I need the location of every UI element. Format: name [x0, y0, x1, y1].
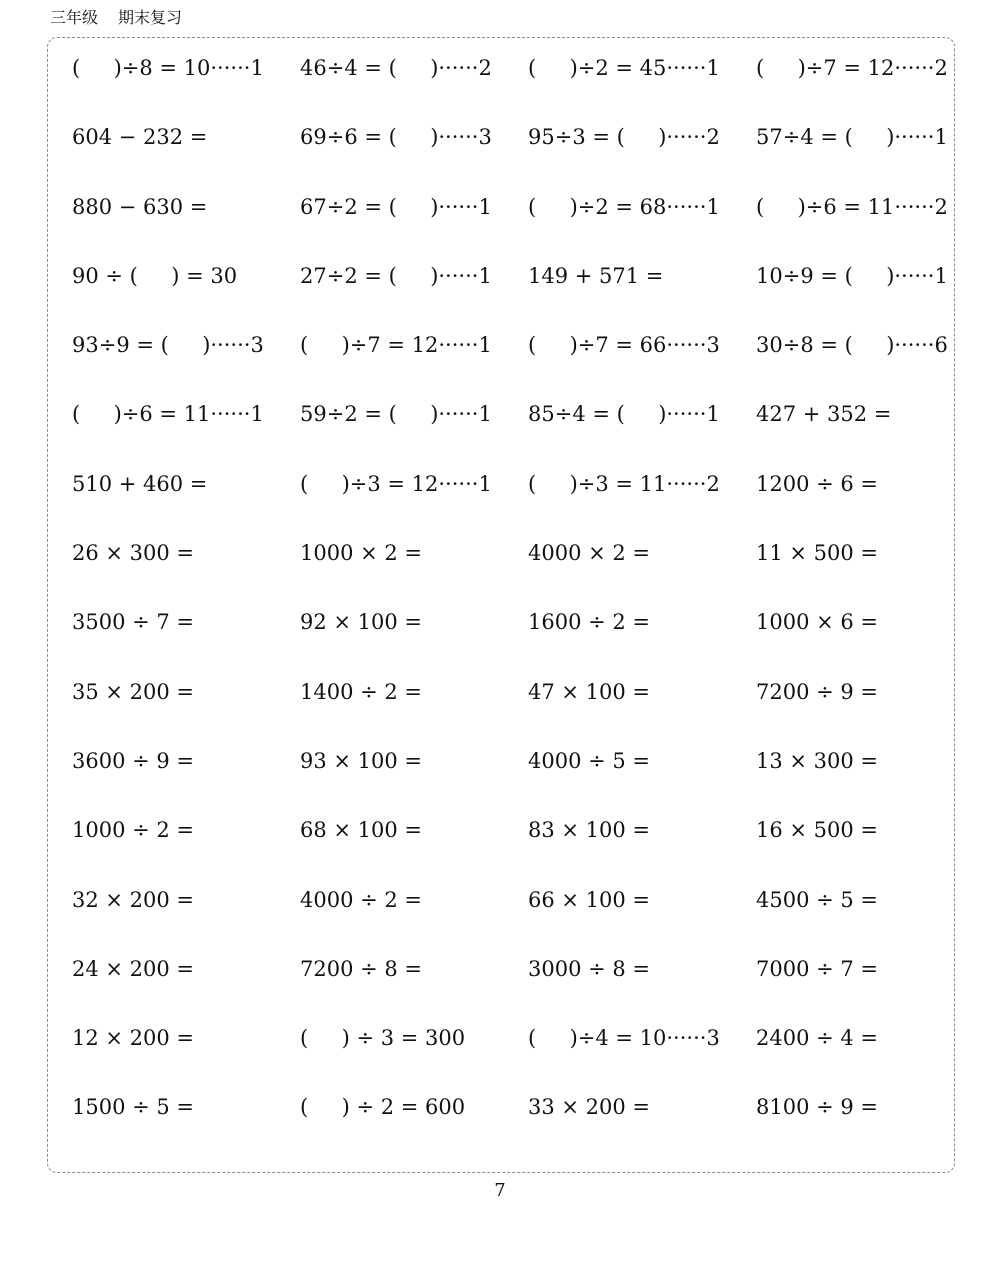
math-problem: 1500 ÷ 5 = [72, 1095, 195, 1120]
math-problem: 68 × 100 = [300, 818, 423, 843]
math-problem: 35 × 200 = [72, 679, 195, 704]
math-problem: 10÷9 = ( )······1 [756, 263, 948, 288]
math-problem: ( )÷3 = 12······1 [300, 471, 492, 496]
math-problem: 32 × 200 = [72, 887, 195, 912]
math-problem: 2400 ÷ 4 = [756, 1026, 879, 1051]
math-problem: ( )÷6 = 11······2 [756, 194, 948, 219]
math-problem: 1000 ÷ 2 = [72, 818, 195, 843]
math-problem: 604 − 232 = [72, 125, 208, 150]
math-problem: 510 + 460 = [72, 471, 208, 496]
math-problem: ( )÷4 = 10······3 [528, 1026, 720, 1051]
math-problem: 93÷9 = ( )······3 [72, 333, 264, 358]
math-problem: 3500 ÷ 7 = [72, 610, 195, 635]
worksheet-title: 期末复习 [118, 8, 183, 27]
math-problem: 93 × 100 = [300, 748, 423, 773]
math-problem: ( )÷7 = 12······1 [300, 333, 492, 358]
math-problem: 83 × 100 = [528, 818, 651, 843]
math-problem: 7200 ÷ 8 = [300, 956, 423, 981]
math-problem: 8100 ÷ 9 = [756, 1095, 879, 1120]
math-problem: ( )÷6 = 11······1 [72, 402, 264, 427]
math-problem: 3600 ÷ 9 = [72, 748, 195, 773]
math-problem: ( ) ÷ 2 = 600 [300, 1095, 466, 1120]
math-problem: 880 − 630 = [72, 194, 208, 219]
math-problem: ( )÷7 = 66······3 [528, 333, 720, 358]
math-problem: 47 × 100 = [528, 679, 651, 704]
math-problem: 4000 ÷ 5 = [528, 748, 651, 773]
math-problem: 69÷6 = ( )······3 [300, 125, 492, 150]
math-problem: 90 ÷ ( ) = 30 [72, 263, 238, 288]
math-problem: 3000 ÷ 8 = [528, 956, 651, 981]
math-problem: 1200 ÷ 6 = [756, 471, 879, 496]
page-header [50, 5, 182, 28]
grade-label: 三年级 [50, 8, 99, 27]
math-problem: 1600 ÷ 2 = [528, 610, 651, 635]
problem-grid [72, 51, 992, 1160]
math-problem: ( )÷2 = 68······1 [528, 194, 720, 219]
math-problem: 85÷4 = ( )······1 [528, 402, 720, 427]
math-problem: 149 + 571 = [528, 263, 664, 288]
math-problem: 66 × 100 = [528, 887, 651, 912]
math-problem: 1000 × 6 = [756, 610, 879, 635]
math-problem: 13 × 300 = [756, 748, 879, 773]
math-problem: 95÷3 = ( )······2 [528, 125, 720, 150]
math-problem: 26 × 300 = [72, 541, 195, 566]
math-problem: 57÷4 = ( )······1 [756, 125, 948, 150]
math-problem: 7000 ÷ 7 = [756, 956, 879, 981]
math-problem: ( )÷7 = 12······2 [756, 56, 948, 80]
math-problem: 46÷4 = ( )······2 [300, 56, 492, 80]
math-problem: 4000 × 2 = [528, 541, 651, 566]
math-problem: 24 × 200 = [72, 956, 195, 981]
math-problem: ( )÷2 = 45······1 [528, 56, 720, 80]
math-problem: 4000 ÷ 2 = [300, 887, 423, 912]
math-problem: 92 × 100 = [300, 610, 423, 635]
math-problem: 33 × 200 = [528, 1095, 651, 1120]
math-problem: 16 × 500 = [756, 818, 879, 843]
math-problem: 67÷2 = ( )······1 [300, 194, 492, 219]
math-problem: ( )÷3 = 11······2 [528, 471, 720, 496]
math-problem: 12 × 200 = [72, 1026, 195, 1051]
math-problem: 1400 ÷ 2 = [300, 679, 423, 704]
page-number: 7 [494, 1180, 506, 1201]
math-problem: ( ) ÷ 3 = 300 [300, 1026, 466, 1051]
math-problem: 59÷2 = ( )······1 [300, 402, 492, 427]
math-problem: 27÷2 = ( )······1 [300, 263, 492, 288]
math-problem: ( )÷8 = 10······1 [72, 56, 264, 80]
math-problem: 30÷8 = ( )······6 [756, 333, 948, 358]
math-problem: 427 + 352 = [756, 402, 892, 427]
math-problem: 7200 ÷ 9 = [756, 679, 879, 704]
math-problem: 1000 × 2 = [300, 541, 423, 566]
math-problem: 4500 ÷ 5 = [756, 887, 879, 912]
math-problem: 11 × 500 = [756, 541, 879, 566]
